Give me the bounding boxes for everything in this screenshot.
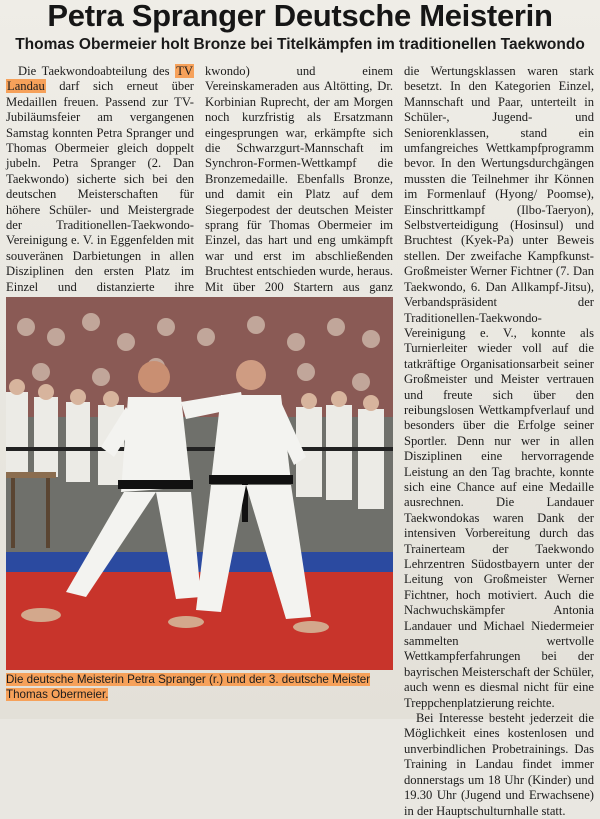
highlighted-text: Landau bbox=[7, 79, 45, 94]
photo-caption bbox=[6, 673, 393, 702]
headline: Petra Spranger Deutsche Meisterin bbox=[47, 0, 553, 33]
subheadline: Thomas Obermeier holt Bronze bei Titelkämpfen im traditionellen Taekwondo bbox=[15, 36, 585, 53]
text-run: Die Taekwondoabteilung des bbox=[18, 64, 176, 78]
paragraph: die Wertungsklassen waren stark besetzt. In den Kategorien Einzel, Mannschaft und Paar, unterteilt in Schüler-, Jugend- und Seniorenklassen, stand ein umfangreiches Wettkampfprogramm bevor. In den Wertungsdurchgängen mussten die Teilnehmer ihr Können im Formenlauf (Hyong/ Poomse), Einschrittkampf (Ilbo-Taeryon), Selbstverteidigung (Hosinsul) und Bruchtest (Kyek-Pa) unter Beweis stellen. Der zweifache Kampfkunst-Großmeister Werner Fichtner (7. Dan Taekwondo, 6. Dan Allkampf-Jitsu), Verbandspräsident der Traditionellen-Taekwondo-Vereinigung e. V., konnte als Turnierleiter wieder voll auf die tatkräftige Organisationsarbeit seiner Großmeister und Meister vertrauen und freute sich über den reibungslosen Wettkampfverlauf und besonders über die Erfolge seiner Sportler. Denn nur wer in allen Disziplinen eine hervorragende Leistung an den Tag brachte, konnte sich eine Chance auf eine Medaille ausrechnen. Die Landauer Taekwondokas waren Dank der intensiven Vorbereitung durch das Trainerteam der Taekwondo Lehrzentren Südostbayern unter der Leitung von Großmeister Werner Fichtner, hoch motiviert. Auch die Nachwuchskämpfer Antonia Landauer und Michael Niedermeier sammelten wertvolle Wettkampferfahrungen bei der bayrischen Meisterschaft der Schüler, auch wenn es diesmal nicht für eine Treppchenplatzierung reichte. bbox=[404, 64, 594, 710]
text-run: darf sich erneut über Medaillen freuen. Passend zur TV-Jubiläumsfeier am vergangenen Samstag konnten Petra Spranger und Thomas Obermeier gleich doppelt jubeln. Petra Spranger (2. Dan Taekwondo) sicherte sich bei den deutschen Meisterschaften für höhere Schüler- und Meistergrade der Traditionellen-Taekwondo-Vereinigung e. V. in Eggenfelden mit souveränen Darbietungen in allen Disziplinen den ersten Platz im Einzel und distanzierte ihre bbox=[6, 79, 194, 294]
paragraph: kwondo) und einem Vereinskameraden aus Altötting, Dr. Korbinian Ruprecht, der am Morgen noch kurzfristig als Ersatzmann eingesprungen war, erkämpfte sich die Schwarzgurt-Mannschaft im Synchron-Formen-Wettkampf die Bronzemedaille. Ebenfalls Bronze, und damit ein Platz auf dem Siegerpodest der deutschen Meister sprang für Thomas Obermeier im Einzel, das hart und eng umkämpft war und erst im abschließenden Bruchtest entschieden wurde, heraus. Mit über 200 Startern aus ganz bbox=[205, 64, 393, 294]
caption-text: Die deutsche Meisterin Petra Spranger (r.) und der 3. deutsche Meister Thomas Obermeier. bbox=[6, 673, 371, 701]
photo-illustration bbox=[6, 297, 393, 670]
article-column-2 bbox=[205, 64, 393, 326]
highlighted-text: TV bbox=[176, 64, 193, 78]
paragraph: Bei Interesse besteht jederzeit die Möglichkeit eines kostenlosen und unverbindlichen Probetrainings. Das Training in Landau findet immer donnerstags um 18 Uhr (Kinder) und 19.30 Uhr (Jugend und Erwachsene) in der Hauptschulturnhalle statt. bbox=[404, 711, 594, 818]
article-photo bbox=[6, 297, 393, 670]
article-column-3 bbox=[404, 64, 594, 819]
